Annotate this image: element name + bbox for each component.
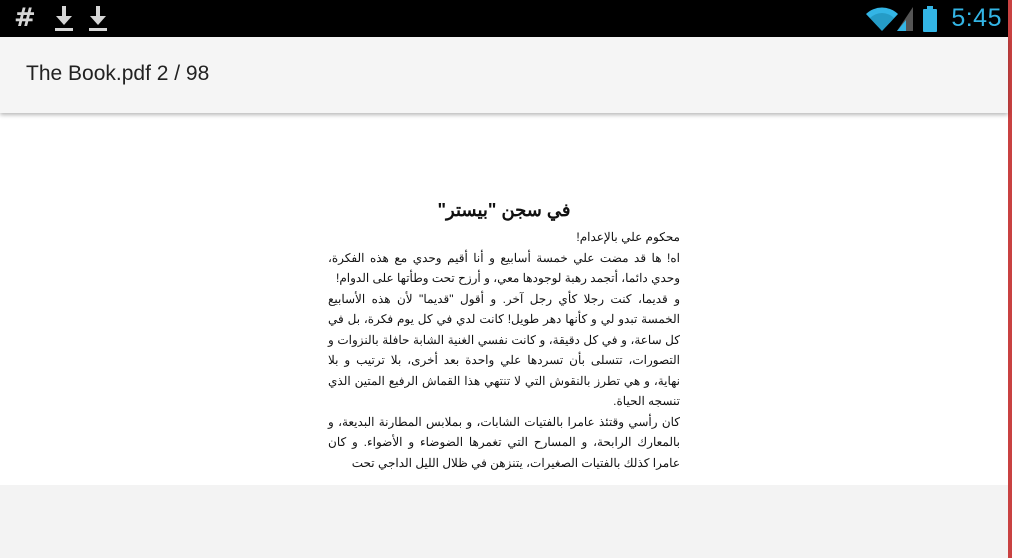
status-bar: [0, 0, 1008, 37]
pdf-page-view[interactable]: [0, 113, 1008, 485]
wifi-icon: [865, 6, 899, 32]
pdf-page-content: [328, 197, 680, 473]
signal-icon: [897, 7, 913, 31]
page-paragraph: اه! ها قد مضت علي خمسة أسابيع و أنا أقيم وحدي مع هذه الفكرة، وحدي دائما، أتجمد رهبة لوجودها معي، و أرزح تحت وطأتها على الدوام!: [328, 250, 681, 285]
page-paragraph: و قديما، كنت رجلا كأي رجل آخر. و أقول "قديما" لأن هذه الأسابيع الخمسة تبدو لي و كأنها دهر طويل! كانت لدي في كل يوم فكرة، بل في كل ساعة، و في كل دقيقة، و كانت نفسي الغنية الشابة حافلة بالنزوات و التصورات، تتسلى بأن تسردها علي واحدة بعد أخرى، بلا ترتيب و بلا نهاية، و هي تطرز بالنقوش التي لا تنتهي هذا القماش الرفيع المتين الذي تنسجه الحياة.: [328, 291, 680, 408]
status-bar-system: [865, 0, 1002, 37]
action-bar: [0, 37, 1008, 113]
status-clock: 5:45: [951, 4, 1002, 32]
window-edge: [1008, 0, 1012, 558]
document-title: The Book.pdf 2 / 98: [26, 62, 210, 85]
status-bar-notifications: [14, 3, 110, 33]
page-paragraph: كان رأسي وقتئذ عامرا بالفتيات الشابات، و بملابس المطارنة البديعة، و بالمعارك الرابحة، و المسارح التي تغمرها الضوضاء و الأضواء. و كان عامرا كذلك بالفتيات الصغيرات، يتنزهن في ظلال الليل الداجي تحت: [328, 414, 680, 470]
viewer-background: [0, 485, 1008, 558]
page-paragraph: محكوم علي بالإعدام!: [576, 230, 680, 244]
download-icon: [86, 4, 110, 32]
battery-icon: [923, 6, 937, 32]
download-icon: [52, 4, 76, 32]
hash-icon: #: [14, 3, 36, 33]
chapter-title: في سجن "بيستر": [437, 200, 571, 220]
